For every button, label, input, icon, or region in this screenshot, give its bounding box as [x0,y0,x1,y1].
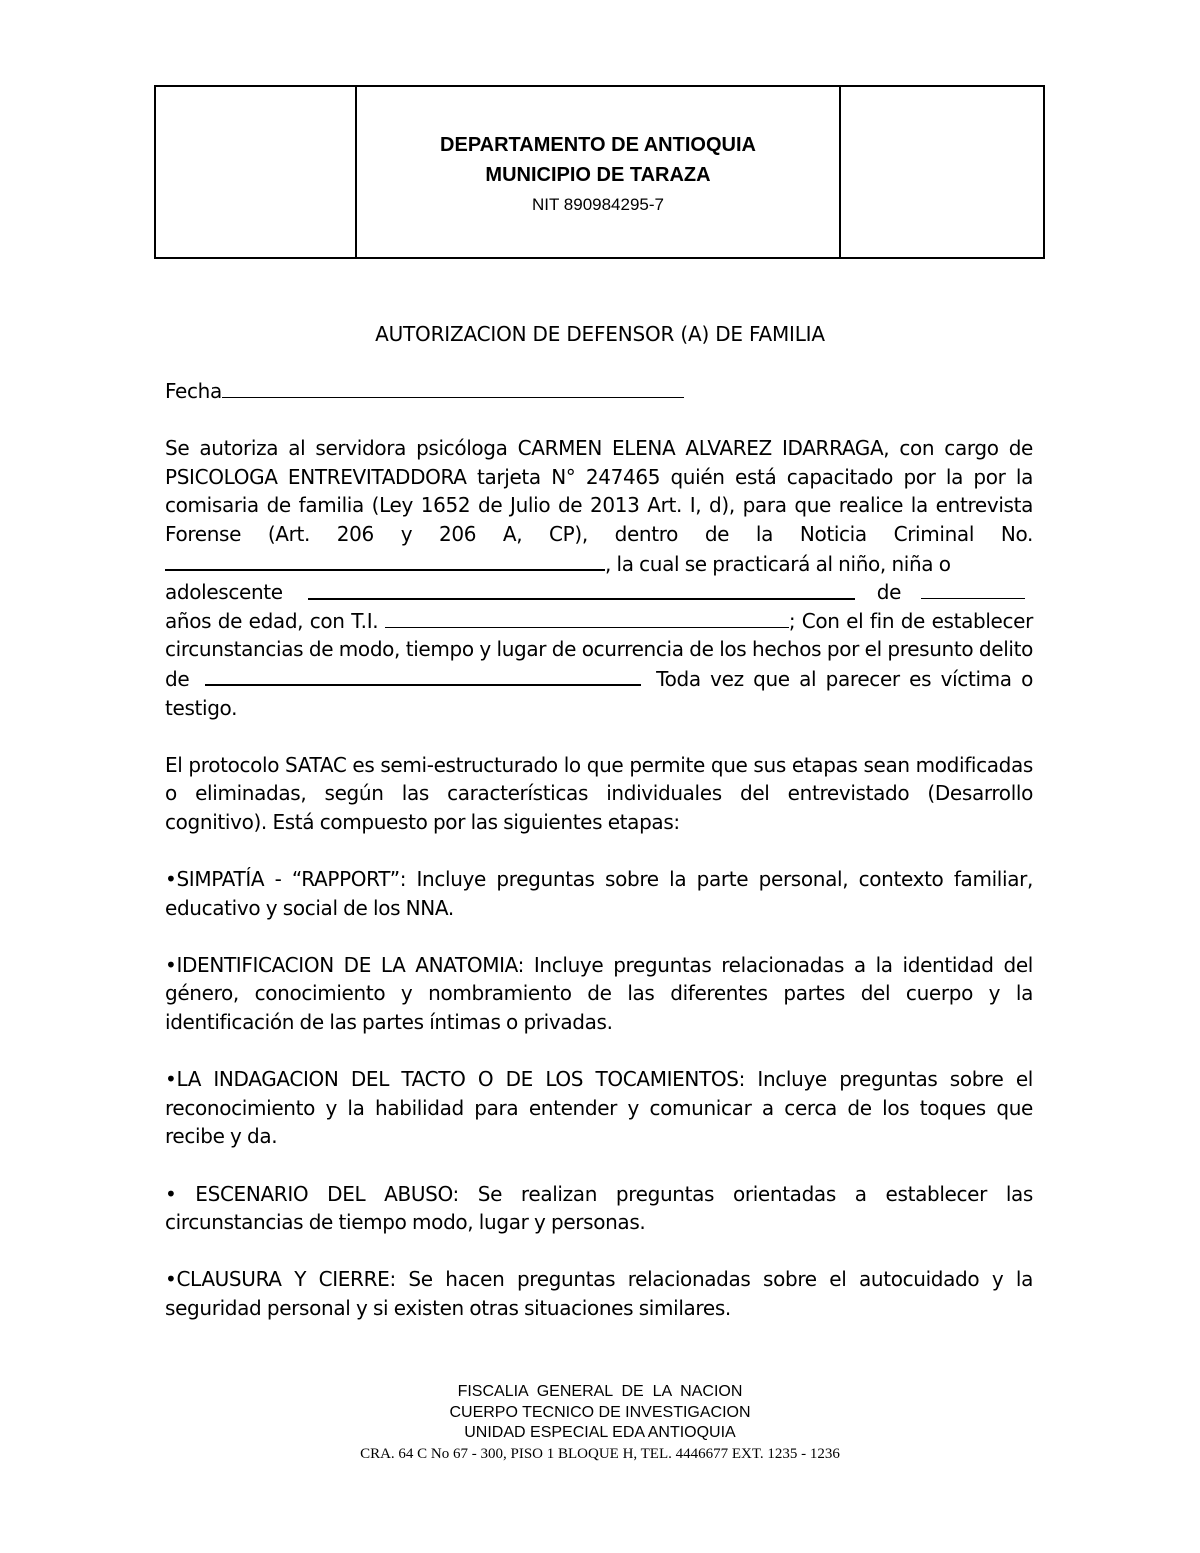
stage-indagacion: •LA INDAGACION DEL TACTO O DE LOS TOCAMIENTOS: Incluye preguntas sobre el reconocimiento y la habilidad para entender y comunicar a cerca de los toques que recibe y da. [165,1067,1033,1149]
authorization-text-5: Toda vez que al parecer es víctima o testigo. [165,666,1033,720]
department-name: DEPARTAMENTO DE ANTIOQUIA [440,134,756,156]
authorization-text-3: años de edad, con T.I. [165,608,379,633]
noticia-criminal-blank[interactable] [165,549,605,571]
fecha-label: Fecha [165,379,222,403]
fecha-blank[interactable] [222,377,684,398]
footer-line3: UNIDAD ESPECIAL EDA ANTIOQUIA [464,1424,736,1441]
authorization-text-1: Se autoriza al servidora psicóloga CARMEN ELENA ALVAREZ IDARRAGA, con cargo de PSICOLOGA ENTREVITADDORA tarjeta N° 247465 quién está capacitado por la por la comisaria de familia (Ley 1652 de Julio de 2013 Art. I, d), para que realice la entrevista Forense (Art. 206 y 206 A, CP), dentro de la Noticia Criminal No. [165,436,1033,546]
adolescente-label: adolescente [165,580,283,605]
adolescente-line [165,578,1033,607]
footer-line1: FISCALIA GENERAL DE LA NACION [457,1383,743,1400]
fecha-line [165,377,1033,406]
stage-simpatia: •SIMPATÍA - “RAPPORT”: Incluye preguntas sobre la parte personal, contexto familiar, educativo y social de los NNA. [165,867,1033,920]
authorization-text-2: , la cual se practicará al niño, niña o [605,551,951,576]
header-table [154,85,1045,259]
nit-number: NIT 890984295-7 [531,195,664,214]
adolescente-name-blank[interactable] [308,578,855,600]
age-blank[interactable] [921,578,1025,599]
authorization-text-4: ; Con el fin de establecer circunstancias de modo, tiempo y lugar de ocurrencia de los hechos por el presunto delito de [165,608,1033,691]
header-title-cell [357,87,841,257]
protocol-paragraph: El protocolo SATAC es semi-estructurado lo que permite que sus etapas sean modificadas o eliminadas, según las características individuales del entrevistado (Desarrollo cognitivo). Está compuesto por las siguientes etapas: [165,752,1033,834]
stage-identificacion: •IDENTIFICACION DE LA ANATOMIA: Incluye preguntas relacionadas a la identidad del género, conocimiento y nombramiento de las diferentes partes del cuerpo y la identificación de las partes íntimas o privadas. [165,952,1033,1035]
header-right-cell [841,87,1043,257]
document-title: AUTORIZACION DE DEFENSOR (A) DE FAMILIA [375,322,825,346]
document-body [165,377,1033,1351]
footer [0,1382,1200,1464]
stage-escenario: • ESCENARIO DEL ABUSO: Se realizan preguntas orientadas a establecer las circunstancias de tiempo modo, lugar y personas. [165,1181,1033,1235]
ti-blank[interactable] [385,607,789,628]
delito-blank[interactable] [205,664,641,686]
authorization-paragraph [165,434,1033,722]
de-label: de [876,580,902,605]
footer-line2: CUERPO TECNICO DE INVESTIGACION [449,1403,751,1421]
footer-address: CRA. 64 C No 67 - 300, PISO 1 BLOQUE H, TEL. 4446677 EXT. 1235 - 1236 [360,1445,840,1462]
header-logo-cell [156,87,357,257]
municipality-name: MUNICIPIO DE TARAZA [485,164,711,186]
stage-clausura: •CLAUSURA Y CIERRE: Se hacen preguntas relacionadas sobre el autocuidado y la seguridad personal y si existen otras situaciones similares. [165,1267,1033,1320]
